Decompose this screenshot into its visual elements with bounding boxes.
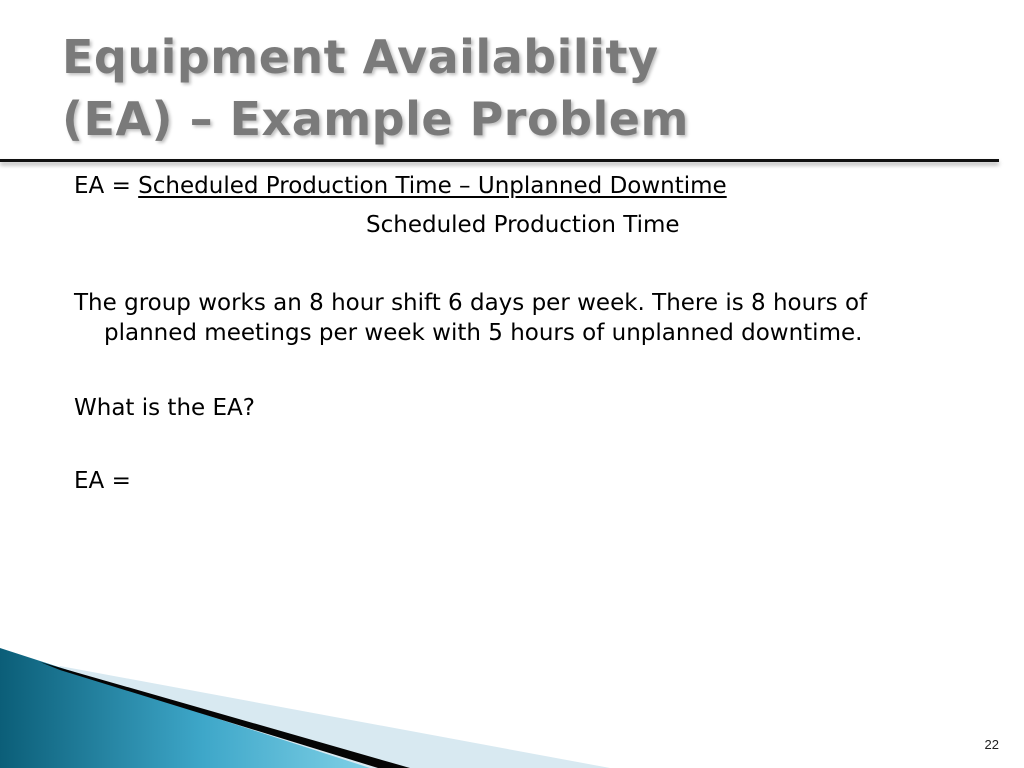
decorative-corner-graphic (0, 620, 1024, 768)
question-text: What is the EA? (74, 395, 255, 421)
problem-statement (74, 288, 974, 348)
slide-title (62, 26, 689, 150)
problem-line-1: The group works an 8 hour shift 6 days per week. There is 8 hours of (74, 290, 868, 316)
slide-title-line-2: (EA) – Example Problem (62, 92, 689, 146)
problem-line-2: planned meetings per week with 5 hours of unplanned downtime. (104, 320, 863, 346)
answer-prefix: EA = (74, 468, 131, 494)
formula-numerator: Scheduled Production Time – Unplanned Downtime (138, 173, 727, 199)
formula-numerator-line (74, 171, 727, 201)
formula-denominator: Scheduled Production Time (366, 212, 680, 238)
formula-lhs: EA = (74, 173, 139, 199)
page-number: 22 (984, 737, 999, 752)
slide-title-line-1: Equipment Availability (62, 30, 659, 84)
title-divider (0, 159, 999, 162)
